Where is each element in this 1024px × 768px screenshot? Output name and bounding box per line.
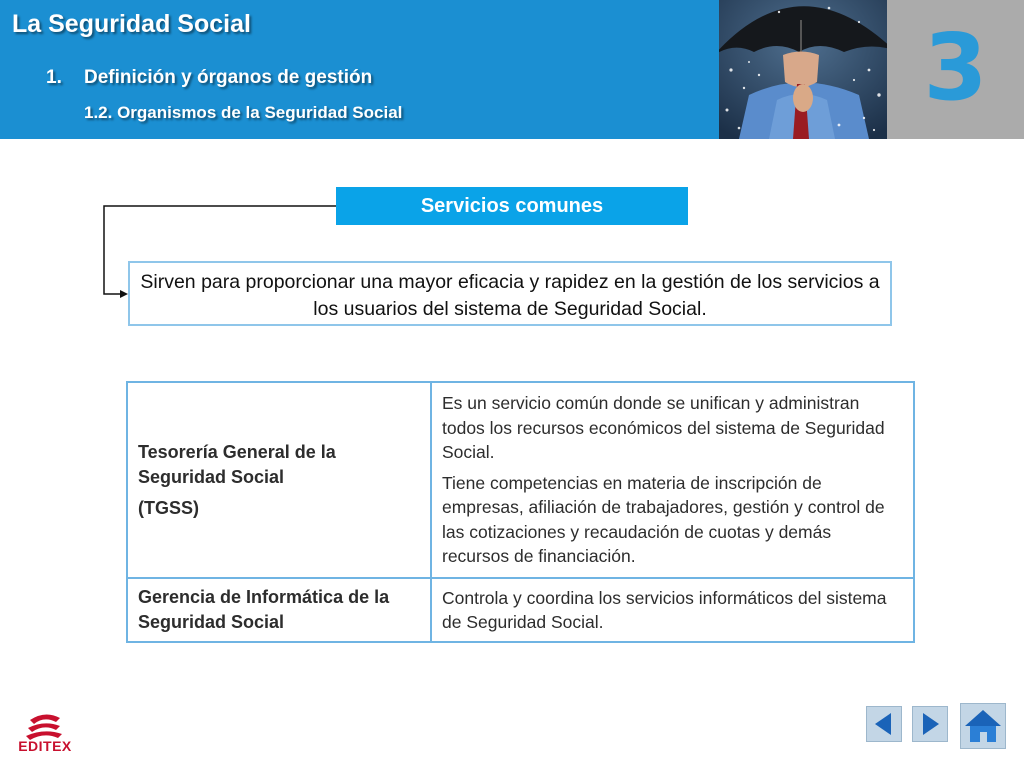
organism-name-cell [127,382,431,578]
organism-abbreviation: (TGSS) [138,497,199,518]
home-button[interactable] [960,703,1006,749]
table-row [127,578,914,642]
organism-description: Controla y coordina los servicios informáticos del sistema de Seguridad Social. [442,587,887,632]
previous-slide-button[interactable] [866,706,902,742]
organism-description-cell [431,578,914,642]
home-icon [961,704,1005,748]
subsection-heading: 1.2. Organismos de la Seguridad Social [84,103,403,122]
organisms-table [126,381,915,643]
next-arrow-icon [913,707,947,741]
organism-description: Es un servicio común donde se unifican y administran todos los recursos económicos del sistema de Seguridad Social. [442,393,885,463]
category-description: Sirven para proporcionar una mayor eficacia y rapidez en la gestión de los servicios a los usuarios del sistema de Seguridad Social. [128,261,892,326]
organism-name: Tesorería General de la Seguridad Social [138,441,336,487]
organism-name-cell [127,578,431,642]
umbrella-man-illustration [719,0,887,139]
header-photo [719,0,887,139]
next-slide-button[interactable] [912,706,948,742]
section-heading [46,67,372,89]
section-number: 1. [46,67,62,88]
table-row [127,382,914,578]
organism-description-cell [431,382,914,578]
previous-arrow-icon [867,707,901,741]
editex-logo [10,712,80,762]
section-title: Definición y órganos de gestión [84,67,373,88]
logo-text: EDITEX [18,738,72,754]
page-title: La Seguridad Social [12,10,251,38]
organism-description: Tiene competencias en materia de inscripción de empresas, afiliación de trabajadores, gestión y control de las cotizaciones y recaudación de cuotas y demás recursos de financiación. [442,472,885,567]
chapter-panel [887,0,1024,139]
chapter-number: 3 [923,14,988,121]
organism-name: Gerencia de Informática de la Seguridad Social [138,587,390,632]
category-label: Servicios comunes [336,187,688,225]
